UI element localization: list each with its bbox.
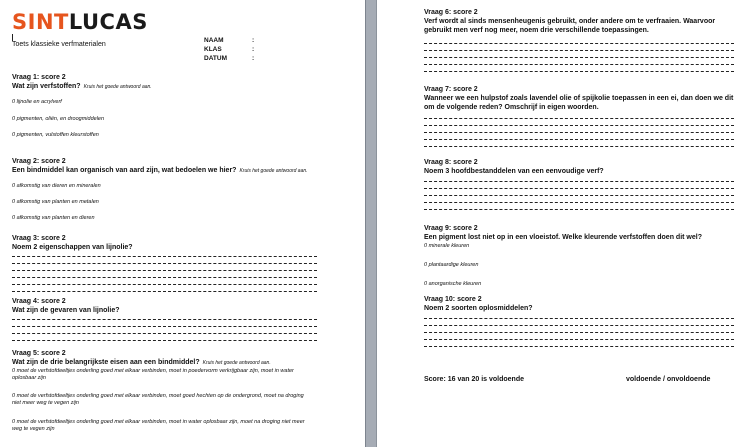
question-5-note: Kruis het goede antwoord aan. bbox=[202, 360, 271, 366]
question-2-option-2[interactable]: 0 afkomstig van planten en metalen bbox=[12, 199, 99, 205]
question-9-option-2[interactable]: 0 plantaardige kleuren bbox=[424, 262, 479, 268]
question-6-answer-lines[interactable] bbox=[424, 43, 734, 78]
question-5-option-3[interactable]: 0 moet de verfstofdeeltjes onderling goed met elkaar verbinden, moet in water oplosbaar zijn, moet na droging niet meer weg te vegen zijn bbox=[12, 419, 305, 432]
question-1-heading: Vraag 1: score 2 bbox=[12, 74, 66, 81]
question-1-option-3[interactable]: 0 pigmenten, vulstoffen kleurstoffen bbox=[12, 132, 99, 138]
question-1-note: Kruis het goede antwoord aan. bbox=[83, 84, 152, 90]
question-1-text: Wat zijn verfstoffen? Kruis het goede antwoord aan. bbox=[12, 83, 152, 90]
question-7-heading: Vraag 7: score 2 bbox=[424, 86, 478, 93]
question-5-option-1[interactable]: 0 moet de verfstofdeeltjes onderling goed met elkaar verbinden, moet in poedervorm verkrijgbaar zijn, moet in water oplosbaar zijn bbox=[12, 368, 294, 381]
question-9-option-3[interactable]: 0 anorganische kleuren bbox=[424, 281, 482, 287]
document-page-right bbox=[377, 0, 755, 447]
name-label: NAAM bbox=[204, 37, 224, 44]
question-2-option-3[interactable]: 0 afkomstig van planten en dieren bbox=[12, 215, 95, 221]
question-3-answer-lines[interactable] bbox=[12, 256, 317, 298]
question-4-heading: Vraag 4: score 2 bbox=[12, 298, 66, 305]
question-7-text: Wanneer we een hulpstof zoals lavendel olie of spijkolie toepassen in een ei, dan doen we dit om de volgende reden? Omschrijf in eigen woorden. bbox=[424, 95, 734, 111]
question-6 bbox=[424, 8, 739, 35]
question-5 bbox=[12, 349, 357, 368]
question-8-heading: Vraag 8: score 2 bbox=[424, 159, 478, 166]
class-label: KLAS bbox=[204, 46, 222, 53]
question-10-answer-lines[interactable] bbox=[424, 318, 734, 353]
question-2-heading: Vraag 2: score 2 bbox=[12, 158, 66, 165]
test-title: Toets klassieke verfmaterialen bbox=[12, 41, 106, 48]
logo: SINTLUCAS bbox=[12, 10, 148, 34]
question-2-note: Kruis het goede antwoord aan. bbox=[239, 168, 308, 174]
question-5-heading: Vraag 5: score 2 bbox=[12, 350, 66, 357]
question-9-text: Een pigment lost niet op in een vloeistof. Welke kleurende verfstoffen doen dit wel? bbox=[424, 234, 702, 241]
question-2-text: Een bindmiddel kan organisch van aard zijn, wat bedoelen we hier? Kruis het goede antwoord aan. bbox=[12, 167, 308, 174]
question-7 bbox=[424, 85, 739, 112]
grade-choice: voldoende / onvoldoende bbox=[626, 376, 711, 383]
question-10-heading: Vraag 10: score 2 bbox=[424, 296, 482, 303]
score-summary: Score: 16 van 20 is voldoende bbox=[424, 376, 524, 383]
question-5-option-2[interactable]: 0 moet de verfstofdeeltjes onderling goed met elkaar verbinden, moet goed hechten op de ondergrond, moet na droging niet meer weg te vegen zijn bbox=[12, 393, 304, 406]
question-10 bbox=[424, 295, 739, 313]
question-3-heading: Vraag 3: score 2 bbox=[12, 235, 66, 242]
question-3 bbox=[12, 234, 357, 252]
date-label: DATUM bbox=[204, 55, 227, 62]
question-8 bbox=[424, 158, 739, 176]
question-1-option-2[interactable]: 0 pigmenten, oliën, en droogmiddelen bbox=[12, 116, 105, 122]
question-5-text: Wat zijn de drie belangrijkste eisen aan een bindmiddel? Kruis het goede antwoord aan. bbox=[12, 359, 271, 366]
question-9-heading: Vraag 9: score 2 bbox=[424, 225, 478, 232]
question-10-text: Noem 2 soorten oplosmiddelen? bbox=[424, 305, 533, 312]
text-cursor bbox=[12, 34, 13, 41]
question-4-text: Wat zijn de gevaren van lijnolie? bbox=[12, 307, 120, 314]
class-colon: : bbox=[252, 46, 255, 53]
document-page-left bbox=[0, 0, 365, 447]
question-9 bbox=[424, 224, 739, 242]
question-1 bbox=[12, 73, 357, 92]
question-4 bbox=[12, 297, 357, 315]
question-6-text: Verf wordt al sinds mensenheugenis gebruikt, onder andere om te verfraaien. Waarvoor gebruikt men verf nog meer, noem drie verschillende toepassingen. bbox=[424, 18, 716, 34]
question-2-option-1[interactable]: 0 afkomstig van dieren en mineralen bbox=[12, 183, 101, 189]
page-gutter bbox=[365, 0, 377, 447]
question-6-heading: Vraag 6: score 2 bbox=[424, 9, 478, 16]
question-9-option-1[interactable]: 0 minerale kleuren bbox=[424, 243, 470, 249]
date-colon: : bbox=[252, 55, 255, 62]
question-4-answer-lines[interactable] bbox=[12, 319, 317, 347]
question-3-text: Noem 2 eigenschappen van lijnolie? bbox=[12, 244, 133, 251]
question-2 bbox=[12, 157, 357, 176]
question-7-answer-lines[interactable] bbox=[424, 118, 734, 153]
name-colon: : bbox=[252, 37, 255, 44]
question-8-text: Noem 3 hoofdbestanddelen van een eenvoudige verf? bbox=[424, 168, 604, 175]
question-1-option-1[interactable]: 0 lijnolie en acrylverf bbox=[12, 99, 62, 105]
question-8-answer-lines[interactable] bbox=[424, 181, 734, 216]
